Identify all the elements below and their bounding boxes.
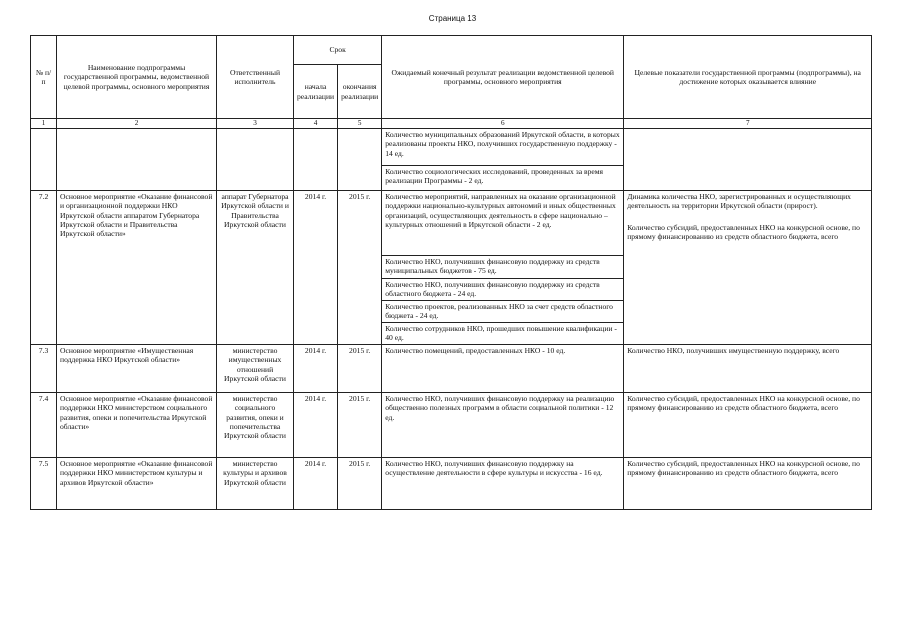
end-year: 2015 г. <box>338 393 382 458</box>
indicators-cell: Количество НКО, получивших имущественную поддержку, всего <box>624 345 872 393</box>
header-num: № п/п <box>31 36 57 119</box>
cell-empty <box>338 129 382 191</box>
responsible-executor: министерство имущественных отношений Иркутской области <box>217 345 294 393</box>
column-number: 1 <box>31 119 57 129</box>
result-cell: Количество НКО, получивших финансовую поддержку на осуществление деятельности в сфере культуры и искусства - 16 ед. <box>382 458 624 510</box>
end-year: 2015 г. <box>338 458 382 510</box>
row-number: 7.2 <box>31 191 57 345</box>
result-cell: Количество мероприятий, направленных на оказание организационной поддержки национально-культурных автономий и иных общественных организаций, осуществляющих деятельность в сфере национально – культурных отношений в Иркутской области - 2 ед. <box>382 191 624 256</box>
result-cell: Количество проектов, реализованных НКО за счет средств областного бюджета - 24 ед. <box>382 301 624 323</box>
row-number: 7.5 <box>31 458 57 510</box>
table-row <box>31 393 872 458</box>
end-year: 2015 г. <box>338 345 382 393</box>
responsible-executor: министерство культуры и архивов Иркутской области <box>217 458 294 510</box>
column-number-row <box>31 119 872 129</box>
cell-empty <box>57 129 217 191</box>
column-number: 4 <box>294 119 338 129</box>
result-cell: Количество социологических исследований, проведенных за время реализации Программы - 2 ед. <box>382 166 624 191</box>
header-row-top <box>31 36 872 65</box>
indicator-text: Динамика количества НКО, зарегистрированных и осуществляющих деятельность на территории Иркутской области (прирост). <box>627 192 851 211</box>
header-responsible: Ответственный исполнитель <box>217 36 294 119</box>
result-cell: Количество муниципальных образований Иркутской области, в которых реализованы проекты НКО, получивших государственную поддержку - 14 ед. <box>382 129 624 166</box>
column-number: 3 <box>217 119 294 129</box>
activity-name: Основное мероприятие «Оказание финансовой поддержки НКО министерством культуры и архивов Иркутской области» <box>57 458 217 510</box>
column-number: 7 <box>624 119 872 129</box>
table-row <box>31 345 872 393</box>
header-term: Срок <box>294 36 382 65</box>
cell-empty <box>31 129 57 191</box>
indicators-cell <box>624 191 872 345</box>
result-cell: Количество НКО, получивших финансовую поддержку из средств областного бюджета - 24 ед. <box>382 279 624 301</box>
row-number: 7.3 <box>31 345 57 393</box>
start-year: 2014 г. <box>294 345 338 393</box>
program-table <box>30 35 872 510</box>
header-name: Наименование подпрограммы государственной программы, ведомственной целевой программы, основного мероприятия <box>57 36 217 119</box>
result-cell: Количество НКО, получивших финансовую поддержку из средств муниципальных бюджетов - 75 ед. <box>382 256 624 279</box>
table-row <box>31 191 872 256</box>
cell-empty <box>624 129 872 191</box>
header-end: окончания реализации <box>338 65 382 119</box>
activity-name: Основное мероприятие «Оказание финансовой поддержки НКО министерством социального развития, опеки и попечительства Иркутской области» <box>57 393 217 458</box>
end-year: 2015 г. <box>338 191 382 345</box>
start-year: 2014 г. <box>294 458 338 510</box>
indicators-cell: Количество субсидий, предоставленных НКО на конкурсной основе, по прямому финансированию из средств областного бюджета, всего <box>624 458 872 510</box>
row-number: 7.4 <box>31 393 57 458</box>
header-indicators: Целевые показатели государственной программы (подпрограммы), на достижение которых оказывается влияние <box>624 36 872 119</box>
start-year: 2014 г. <box>294 191 338 345</box>
responsible-executor: министерство социального развития, опеки и попечительства Иркутской области <box>217 393 294 458</box>
cell-empty <box>217 129 294 191</box>
continuation-row <box>31 129 872 166</box>
header-result: Ожидаемый конечный результат реализации ведомственной целевой программы, основного мероприятия <box>382 36 624 119</box>
table-row <box>31 458 872 510</box>
indicator-text: Количество субсидий, предоставленных НКО на конкурсной основе, по прямому финансированию из средств областного бюджета, всего <box>627 222 860 241</box>
activity-name: Основное мероприятие «Оказание финансовой и организационной поддержки НКО Иркутской области аппаратом Губернатора Иркутской области и Правительства Иркутской области» <box>57 191 217 345</box>
result-cell: Количество помещений, предоставленных НКО - 10 ед. <box>382 345 624 393</box>
column-number: 6 <box>382 119 624 129</box>
column-number: 5 <box>338 119 382 129</box>
responsible-executor: аппарат Губернатора Иркутской области и Правительства Иркутской области <box>217 191 294 345</box>
indicators-cell: Количество субсидий, предоставленных НКО на конкурсной основе, по прямому финансированию из средств областного бюджета, всего <box>624 393 872 458</box>
result-cell: Количество НКО, получивших финансовую поддержку на реализацию общественно полезных программ в области социальной политики - 12 ед. <box>382 393 624 458</box>
start-year: 2014 г. <box>294 393 338 458</box>
page-number-header: Страница 13 <box>428 14 477 23</box>
cell-empty <box>294 129 338 191</box>
header-start: начала реализации <box>294 65 338 119</box>
activity-name: Основное мероприятие «Имущественная поддержка НКО Иркутской области» <box>57 345 217 393</box>
column-number: 2 <box>57 119 217 129</box>
result-cell: Количество сотрудников НКО, прошедших повышение квалификации - 40 ед. <box>382 323 624 345</box>
